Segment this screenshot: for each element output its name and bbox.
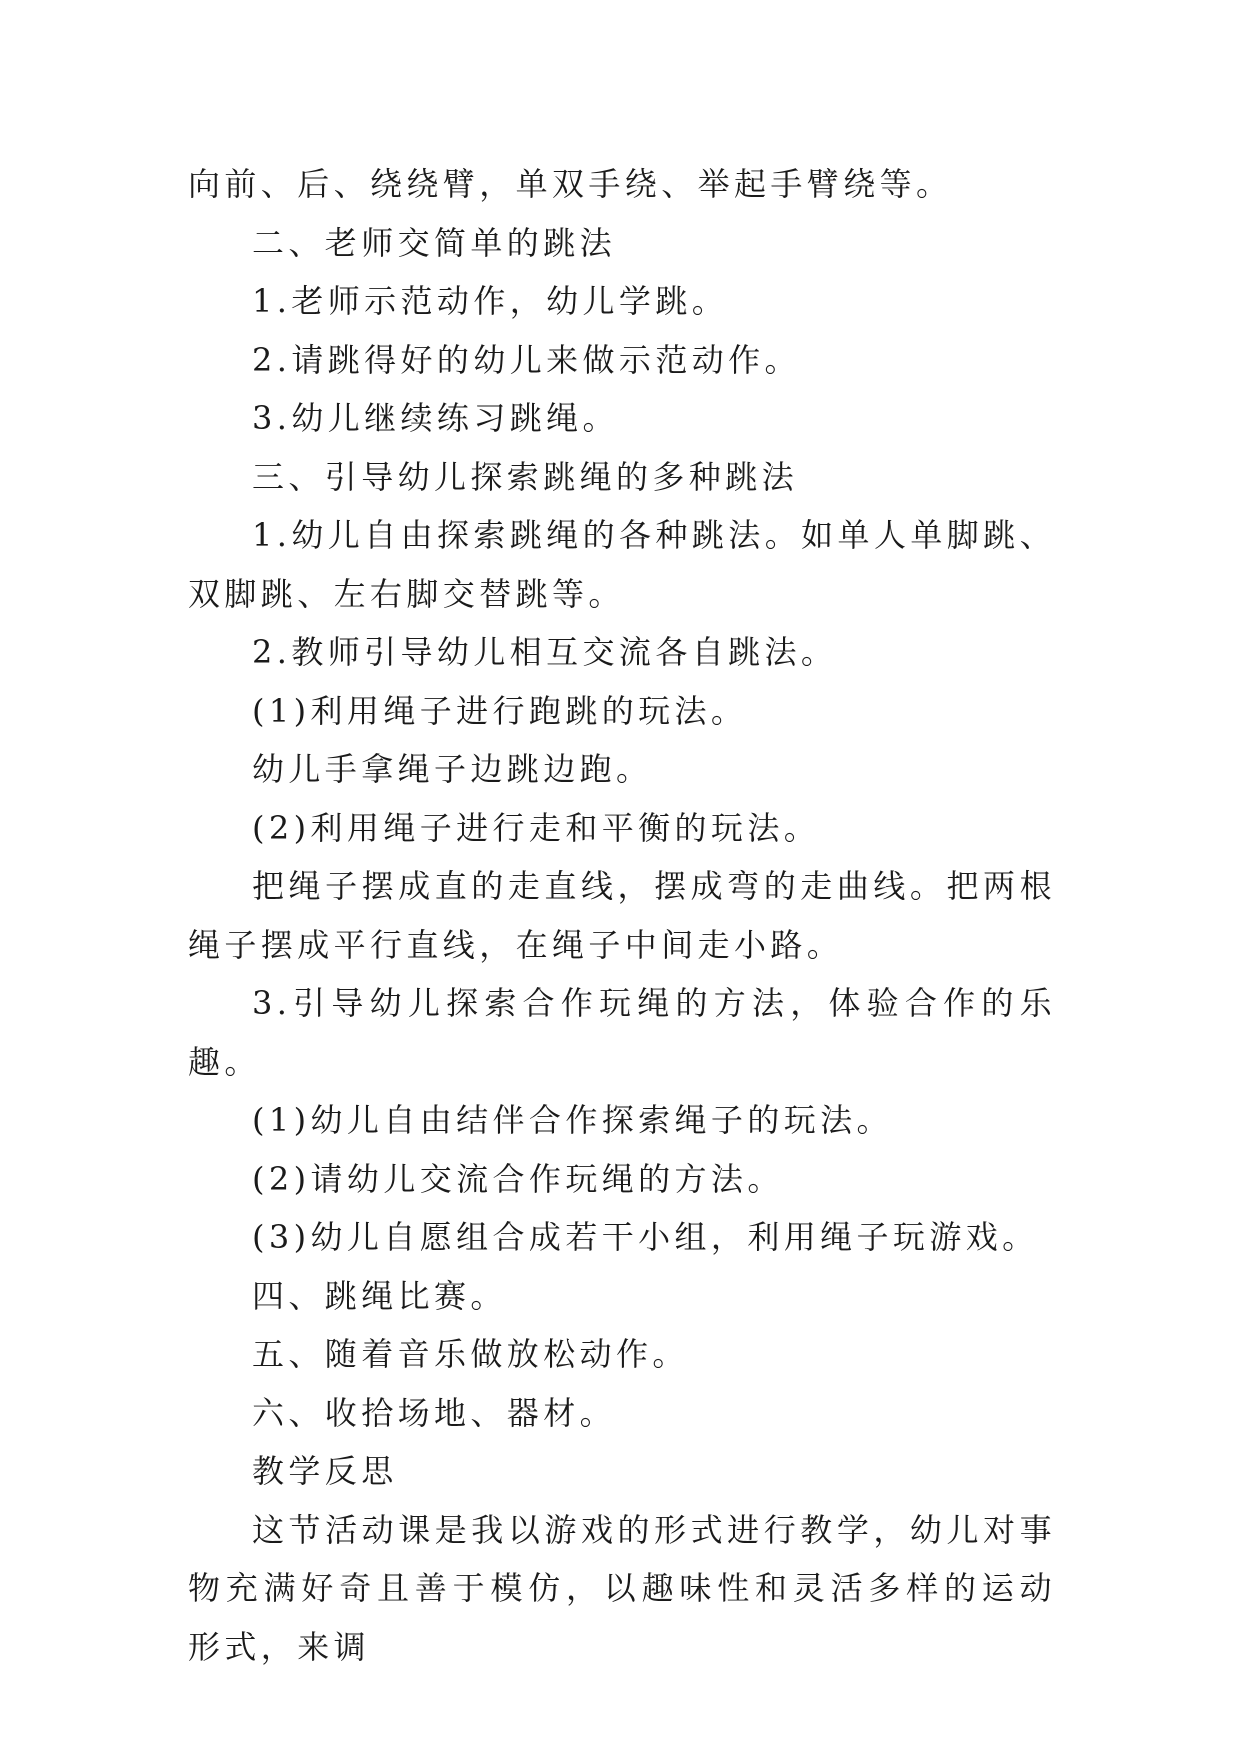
sub-list-item: (1)利用绳子进行跑跳的玩法。 [252, 691, 748, 730]
section-heading: 六、收拾场地、器材。 [252, 1393, 617, 1432]
sub-list-item: (2)请幼儿交流合作玩绳的方法。 [252, 1159, 784, 1198]
list-item: 2.请跳得好的幼儿来做示范动作。 [252, 340, 801, 379]
paragraph: 向前、后、绕绕臂，单双手绕、举起手臂绕等。 [188, 165, 953, 203]
section-heading: 三、引导幼儿探索跳绳的多种跳法 [252, 457, 799, 496]
section-heading: 二、老师交简单的跳法 [252, 223, 617, 262]
section-heading: 四、跳绳比赛。 [252, 1276, 507, 1315]
sub-list-item: (3)幼儿自愿组合成若干小组，利用绳子玩游戏。 [252, 1218, 1039, 1256]
paragraph: 幼儿手拿绳子边跳边跑。 [252, 750, 653, 788]
list-item: 3.幼儿继续练习跳绳。 [252, 399, 619, 437]
document-body [188, 155, 1056, 1676]
section-heading: 五、随着音乐做放松动作。 [252, 1335, 689, 1373]
sub-list-item: (2)利用绳子进行走和平衡的玩法。 [252, 808, 821, 847]
paragraph: 把绳子摆成直的走直线，摆成弯的走曲线。把两根绳子摆成平行直线，在绳子中间走小路。 [188, 867, 1056, 964]
paragraph: 这节活动课是我以游戏的形式进行教学，幼儿对事物充满好奇且善于模仿，以趣味性和灵活多样的运动形式，来调 [188, 1510, 1056, 1666]
list-item: 3.引导幼儿探索合作玩绳的方法，体验合作的乐趣。 [188, 984, 1056, 1081]
list-item: 1.幼儿自由探索跳绳的各种跳法。如单人单脚跳、双脚跳、左右脚交替跳等。 [188, 516, 1056, 613]
sub-list-item: (1)幼儿自由结伴合作探索绳子的玩法。 [252, 1101, 893, 1139]
section-heading: 教学反思 [252, 1452, 398, 1490]
list-item: 1.老师示范动作，幼儿学跳。 [252, 282, 729, 320]
list-item: 2.教师引导幼儿相互交流各自跳法。 [252, 633, 838, 671]
